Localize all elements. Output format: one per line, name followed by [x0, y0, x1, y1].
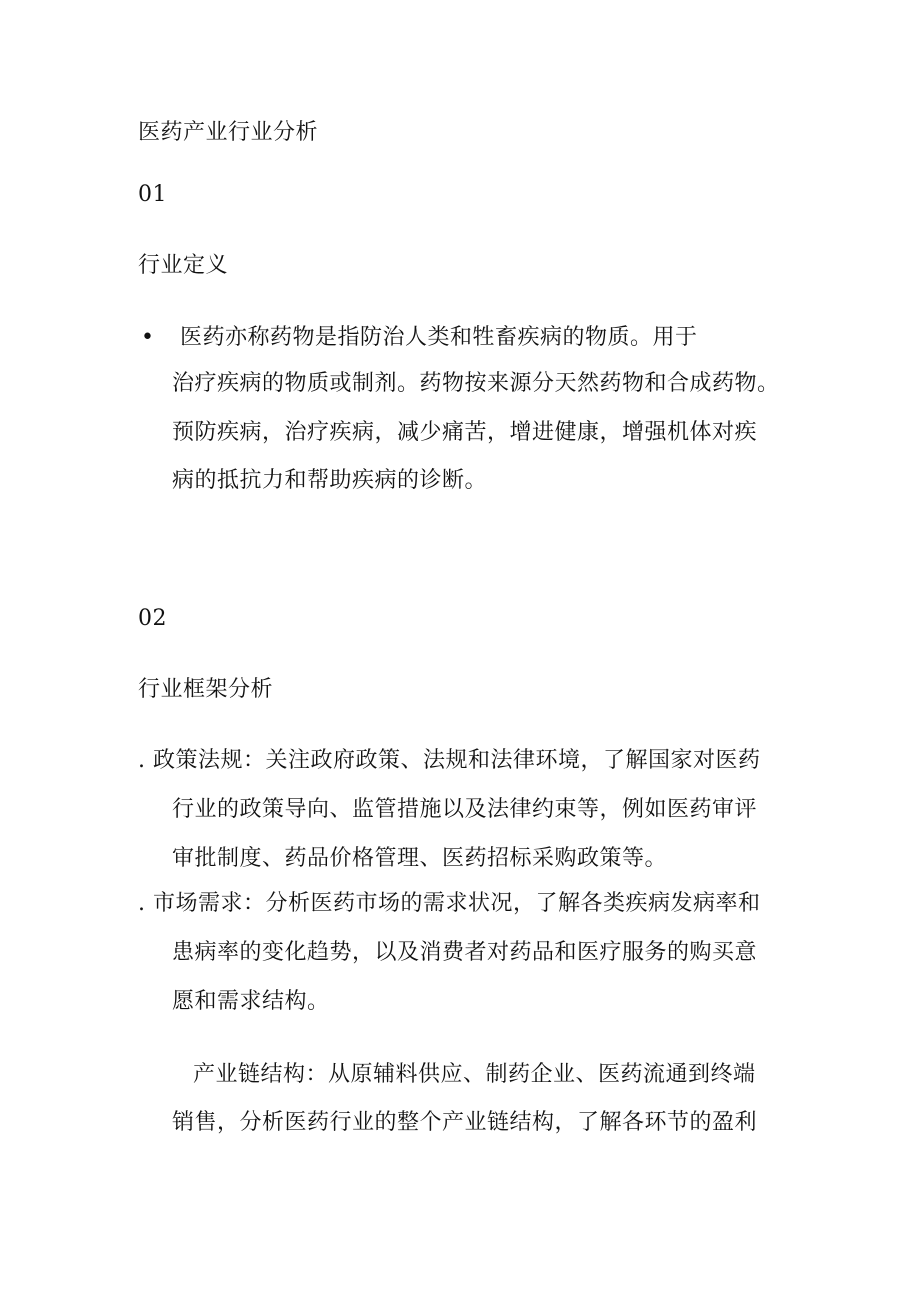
section-heading-industry-definition: 行业定义 — [138, 253, 229, 278]
bullet-icon: • — [141, 325, 154, 350]
section-heading-framework-analysis: 行业框架分析 — [138, 677, 274, 702]
section-number-02: 02 — [138, 606, 167, 631]
definition-line-3: 预防疾病，治疗疾病，减少痛苦，增进健康，增强机体对疾 — [172, 420, 758, 445]
definition-line-4: 病的抵抗力和帮助疾病的诊断。 — [172, 468, 488, 493]
chain-line-2: 销售，分析医药行业的整个产业链结构，了解各环节的盈利 — [172, 1110, 758, 1135]
chain-line-1: 产业链结构：从原辅料供应、制药企业、医药流通到终端 — [193, 1062, 756, 1087]
definition-line-2: 治疗疾病的物质或制剂。药物按来源分天然药物和合成药物。 — [172, 371, 780, 396]
demand-line-3: 愿和需求结构。 — [172, 989, 330, 1014]
demand-line-1: . 市场需求：分析医药市场的需求状况，了解各类疾病发病率和 — [138, 891, 761, 916]
document-title: 医药产业行业分析 — [138, 120, 319, 145]
definition-line-1: 医药亦称药物是指防治人类和牲畜疾病的物质。用于 — [180, 325, 698, 350]
section-number-01: 01 — [138, 182, 167, 207]
policy-line-3: 审批制度、药品价格管理、医药招标采购政策等。 — [172, 846, 668, 871]
policy-line-1: . 政策法规：关注政府政策、法规和法律环境，了解国家对医药 — [138, 748, 761, 773]
policy-line-2: 行业的政策导向、监管措施以及法律约束等，例如医药审评 — [172, 797, 758, 822]
demand-line-2: 患病率的变化趋势，以及消费者对药品和医疗服务的购买意 — [172, 940, 758, 965]
